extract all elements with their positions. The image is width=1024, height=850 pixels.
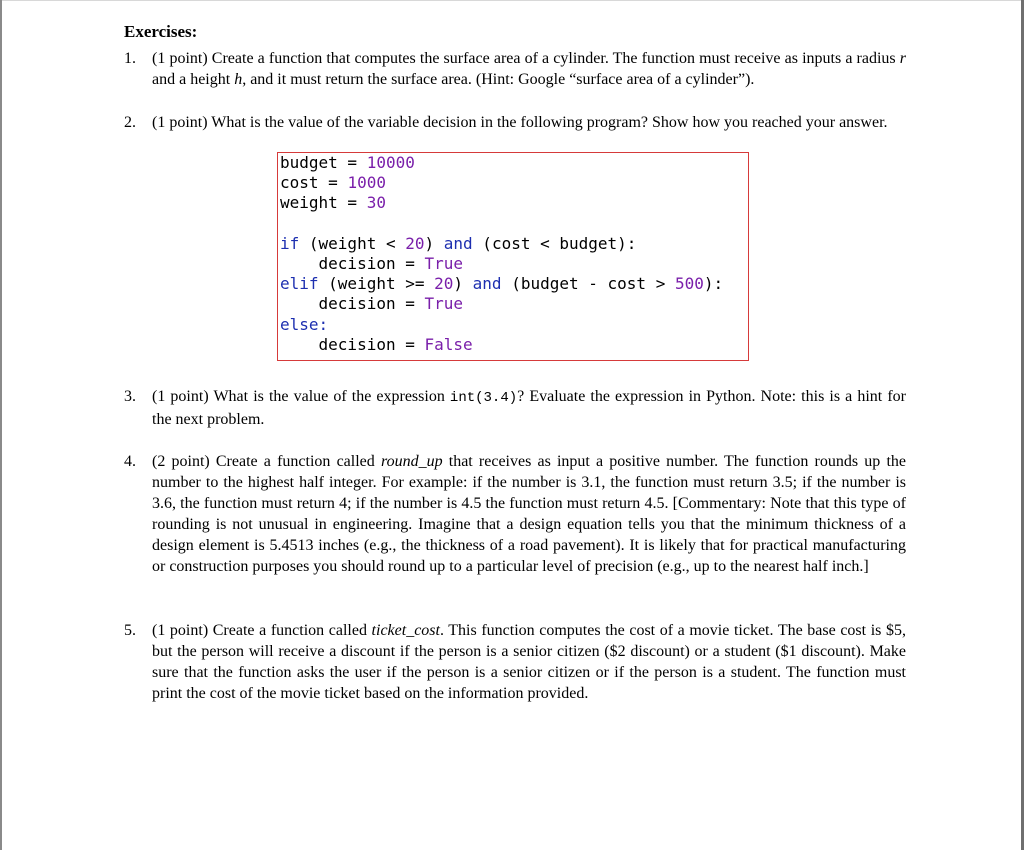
exercise-1-lead: (1 point) Create a function that computes the surface area of a cylinder. The function must receive as inputs a radius (152, 50, 900, 67)
exercise-3-lead: (1 point) What is the value of the expression (152, 388, 450, 405)
code-line-budget: budget = 10000 (280, 153, 415, 172)
code-line-weight: weight = 30 (280, 193, 386, 213)
exercise-1-number: 1. (124, 50, 136, 67)
code-line-cost: cost = 1000 (280, 173, 386, 193)
code-line-decision-false: decision = False (318, 334, 473, 354)
function-name-ticket-cost: ticket_cost (371, 622, 440, 639)
code-line-elif: elif (weight >= 20) and (budget - cost > 500): (280, 274, 724, 294)
code-line-else: else: (280, 314, 329, 334)
code-line-decision-true-1: decision = True (318, 253, 464, 273)
exercise-4-tail: that receives as input a positive number. The function rounds up the number to the highest half integer. For example: if the number is 3.1, the function must return 3.5; if the number is 3.6, the function must return 4; if the number is 4.5 the function must return 4.5. [Commentary: Note that this type of rounding is not unusual in engineering. Imagine that a design equation tells you that the minimum thickness of a design element is 5.4513 inches (e.g., the thickness of a road pavement). It is likely that for practical manufacturing or construction purposes you should round up to a particular level of precision (e.g., up to the nearest half inch.] (152, 453, 906, 575)
var-r: r (899, 50, 906, 67)
exercise-5-number: 5. (124, 622, 136, 639)
exercise-5-lead: (1 point) Create a function called (152, 622, 372, 639)
exercise-1-tail: , and it must return the surface area. (Hint: Google “surface area of a cylinder”). (242, 71, 755, 88)
exercise-3-text (152, 386, 906, 430)
page-left-edge (0, 0, 2, 850)
exercise-3-tail: ? Evaluate the expression in Python. Note: this is a hint for the next problem. (152, 388, 906, 428)
exercise-4-lead: (2 point) Create a function called (152, 453, 381, 470)
exercise-5-text (152, 620, 906, 704)
exercise-3-number: 3. (124, 388, 136, 405)
function-name-round-up: round_up (380, 453, 443, 470)
var-h: h (234, 71, 243, 88)
exercise-2-text: (1 point) What is the value of the variable decision in the following program? Show how you reached your answer. (152, 114, 888, 131)
code-line-if: if (weight < 20) and (cost < budget): (280, 233, 637, 253)
page-top-edge (0, 0, 1024, 1)
exercise-1-mid: and a height (152, 71, 235, 88)
exercise-5-tail: . This function computes the cost of a movie ticket. The base cost is $5, but the person will receive a discount if the person is a senior citizen ($2 discount) or a student ($1 discount). Make sure that the function asks the user if the person is a senior citizen or if the person is a student. The function must print the cost of the movie ticket based on the information provided. (152, 622, 906, 702)
code-block (277, 152, 749, 361)
exercise-4-text (152, 451, 906, 577)
code-line-decision-true-2: decision = True (318, 294, 464, 314)
exercise-1-text (152, 48, 906, 90)
inline-code-int: int(3.4) (449, 390, 518, 406)
exercise-4-number: 4. (124, 453, 136, 470)
exercise-2-number: 2. (124, 114, 136, 131)
exercises-heading: Exercises: (124, 22, 198, 41)
code-line-blank (280, 214, 748, 234)
